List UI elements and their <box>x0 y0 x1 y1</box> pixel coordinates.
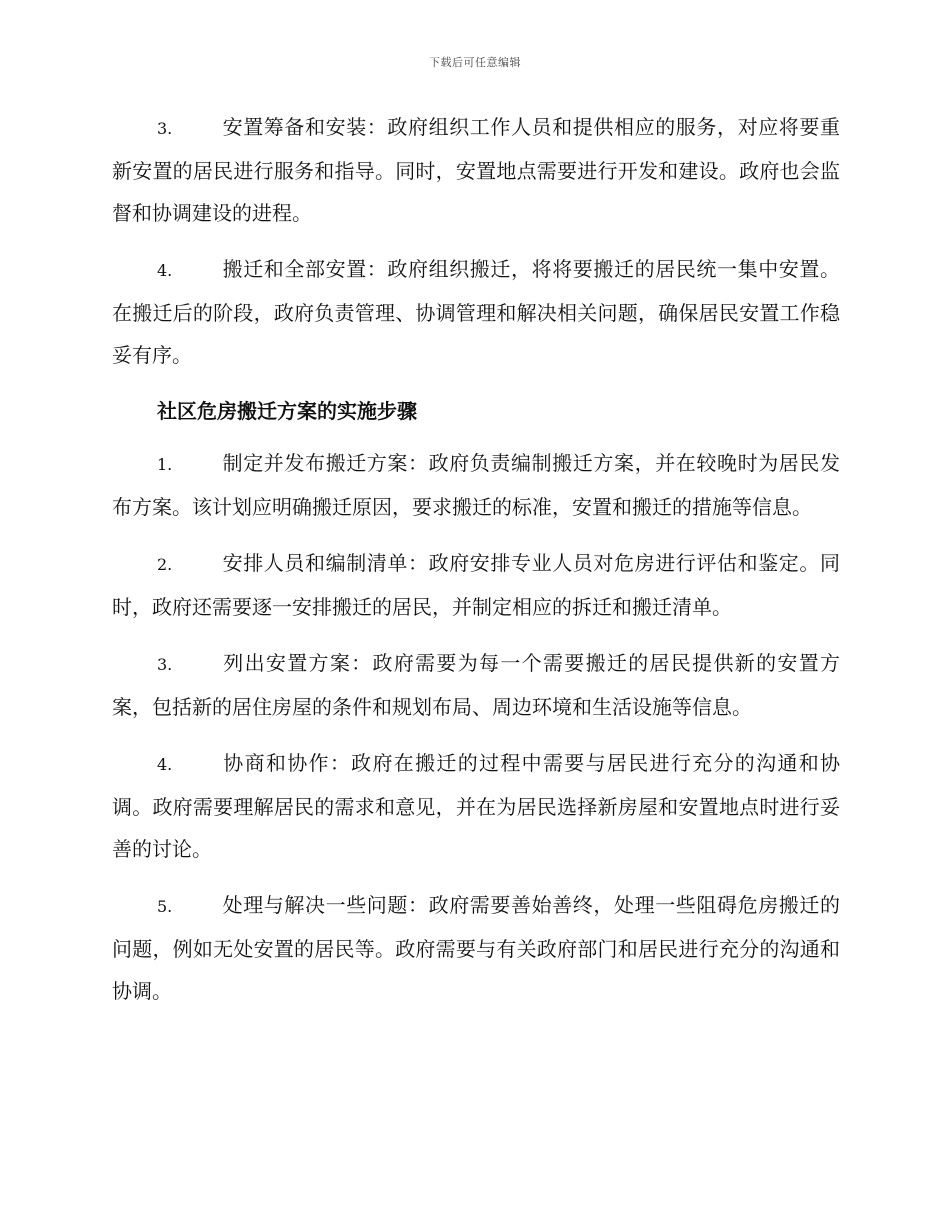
list-item <box>112 442 840 528</box>
list-item <box>112 884 840 1012</box>
item-text: 处理与解决一些问题：政府需要善始善终，处理一些阻碍危房搬迁的问题，例如无处安置的居民等。政府需要与有关政府部门和居民进行充分的沟通和协调。 <box>112 893 840 1003</box>
item-number: 5. <box>157 897 173 916</box>
item-number: 3. <box>157 119 173 138</box>
page-header: 下载后可任意编辑 <box>429 56 521 69</box>
item-number: 4. <box>157 261 173 280</box>
item-number: 1. <box>157 455 173 474</box>
item-number: 4. <box>157 755 173 774</box>
item-text: 安排人员和编制清单：政府安排专业人员对危房进行评估和鉴定。同时，政府还需要逐一安排搬迁的居民，并制定相应的拆迁和搬迁清单。 <box>112 551 840 619</box>
item-text: 协商和协作：政府在搬迁的过程中需要与居民进行充分的沟通和协调。政府需要理解居民的需求和意见，并在为居民选择新房屋和安置地点时进行妥善的讨论。 <box>112 751 840 861</box>
item-text: 制定并发布搬迁方案：政府负责编制搬迁方案，并在较晚时为居民发布方案。该计划应明确搬迁原因，要求搬迁的标准，安置和搬迁的措施等信息。 <box>112 451 840 519</box>
item-text: 安置筹备和安装：政府组织工作人员和提供相应的服务，对应将要重新安置的居民进行服务和指导。同时，安置地点需要进行开发和建设。政府也会监督和协调建设的进程。 <box>112 115 840 225</box>
list-item <box>112 248 840 376</box>
item-text: 搬迁和全部安置：政府组织搬迁，将将要搬迁的居民统一集中安置。在搬迁后的阶段，政府负责管理、协调管理和解决相关问题，确保居民安置工作稳妥有序。 <box>112 257 840 367</box>
list-item <box>112 542 840 628</box>
item-text: 列出安置方案：政府需要为每一个需要搬迁的居民提供新的安置方案，包括新的居住房屋的条件和规划布局、周边环境和生活设施等信息。 <box>112 651 840 719</box>
list-item <box>112 106 840 234</box>
document-body <box>112 106 840 1026</box>
list-item <box>112 642 840 728</box>
list-item <box>112 742 840 870</box>
item-number: 2. <box>157 555 173 574</box>
item-number: 3. <box>157 655 173 674</box>
section-heading: 社区危房搬迁方案的实施步骤 <box>157 399 417 423</box>
